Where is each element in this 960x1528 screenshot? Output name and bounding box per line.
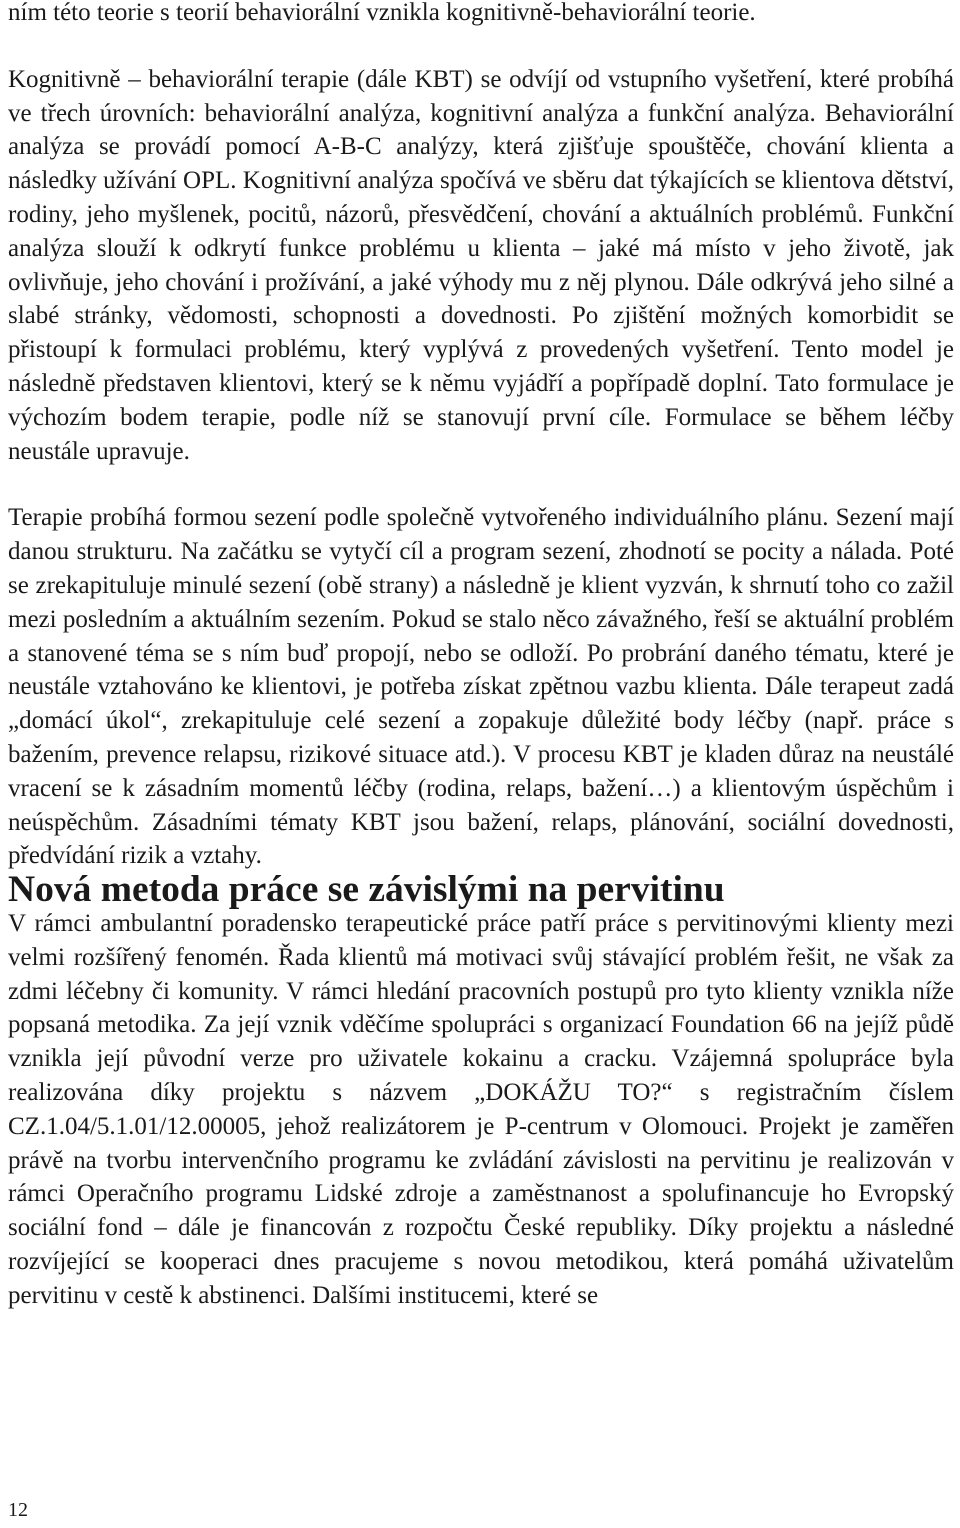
section-heading: Nová metoda práce se závislými na pervitinu: [8, 869, 725, 911]
paragraph-kbt-assessment: Kognitivně – behaviorální terapie (dále KBT) se odvíjí od vstupního vyšetření, které probíhá ve třech úrovních: behaviorální analýza, kognitivní analýza a funkční analýza. Behaviorální analýza se provádí pomocí A-B-C analýzy, která zjišťuje spouštěče, chování klienta a následky užívání OPL. Kognitivní analýza spočívá ve sběru dat týkajících se klientova dětství, rodiny, jeho myšlenek, pocitů, názorů, přesvědčení, chování a aktuálních problémů. Funkční analýza slouží k odkrytí funkce problému u klienta – jaké má místo v jeho životě, jak ovlivňuje, jeho chování i prožívání, a jaké výhody mu z něj plynou. Dále odkrývá jeho silné a slabé stránky, vědomosti, schopnosti a dovednosti. Po zjištění možných komorbidit se přistoupí k formulaci problému, který vyplývá z provedených vyšetření. Tento model je následně představen klientovi, který se k němu vyjádří a popřípadě doplní. Tato formulace je výchozím bodem terapie, podle níž se stanovují první cíle. Formulace se během léčby neustále upravuje.: [8, 65, 954, 465]
document-page: [8, 0, 954, 1312]
paragraph-therapy-sessions: Terapie probíhá formou sezení podle společně vytvořeného individuálního plánu. Sezení mají danou strukturu. Na začátku se vytyčí cíl a program sezení, zhodnotí se pocity a nálada. Poté se zrekapituluje minulé sezení (obě strany) a následně je klient vyzván, k shrnutí toho co zažil mezi posledním a aktuálním sezením. Pokud se stalo něco závažného, řeší se aktuální problém a stanovené téma se s ním buď propojí, nebo se odloží. Po probrání daného tématu, které je neustále vztahováno ke klientovi, je potřeba získat zpětnou vazbu klienta. Dále terapeut zadá „domácí úkol“, zrekapituluje celé sezení a zopakuje důležité body léčby (např. práce s bažením, prevence relapsu, rizikové situace atd.). V procesu KBT je kladen důraz na neustálé vracení se k zásadním momentů léčby (rodina, relaps, bažení…) a klientovým úspěchům i neúspěchům. Zásadními tématy KBT jsou bažení, relaps, plánování, sociální dovednosti, předvídání rizik a vztahy.: [8, 504, 954, 870]
page-number: 12: [8, 1499, 28, 1521]
paragraph-continuation: ním této teorie s teorií behaviorální vznikla kognitivně-behaviorální teorie.: [8, 0, 756, 26]
paragraph-new-method: V rámci ambulantní poradensko terapeutické práce patří práce s pervitinovými klienty mezi velmi rozšířený fenomén. Řada klientů má motivaci svůj stávající problém řešit, ne však za zdmi léčebny či komunity. V rámci hledání pracovních postupů pro tyto klienty vznikla níže popsaná metodika. Za její vznik vděčíme spolupráci s organizací Foundation 66 na jejíž půdě vznikla její původní verze pro uživatele kokainu a cracku. Vzájemná spolupráce byla realizována díky projektu s názvem „DOKÁŽU TO?“ s registračním číslem CZ.1.04/5.1.01/12.00005, jehož realizátorem je P-centrum v Olomouci. Projekt je zaměřen právě na tvorbu intervenčního programu ke zvládání závislosti na pervitinu je realizován v rámci Operačního programu Lidské zdroje a zaměstnanost a spolufinancuje ho Evropský sociální fond – dále je financován z rozpočtu České republiky. Díky projektu a následné rozvíjející se kooperaci dnes pracujeme s novou metodikou, která pomáhá uživatelům pervitinu v cestě k abstinenci. Dalšími institucemi, které se: [8, 909, 954, 1309]
